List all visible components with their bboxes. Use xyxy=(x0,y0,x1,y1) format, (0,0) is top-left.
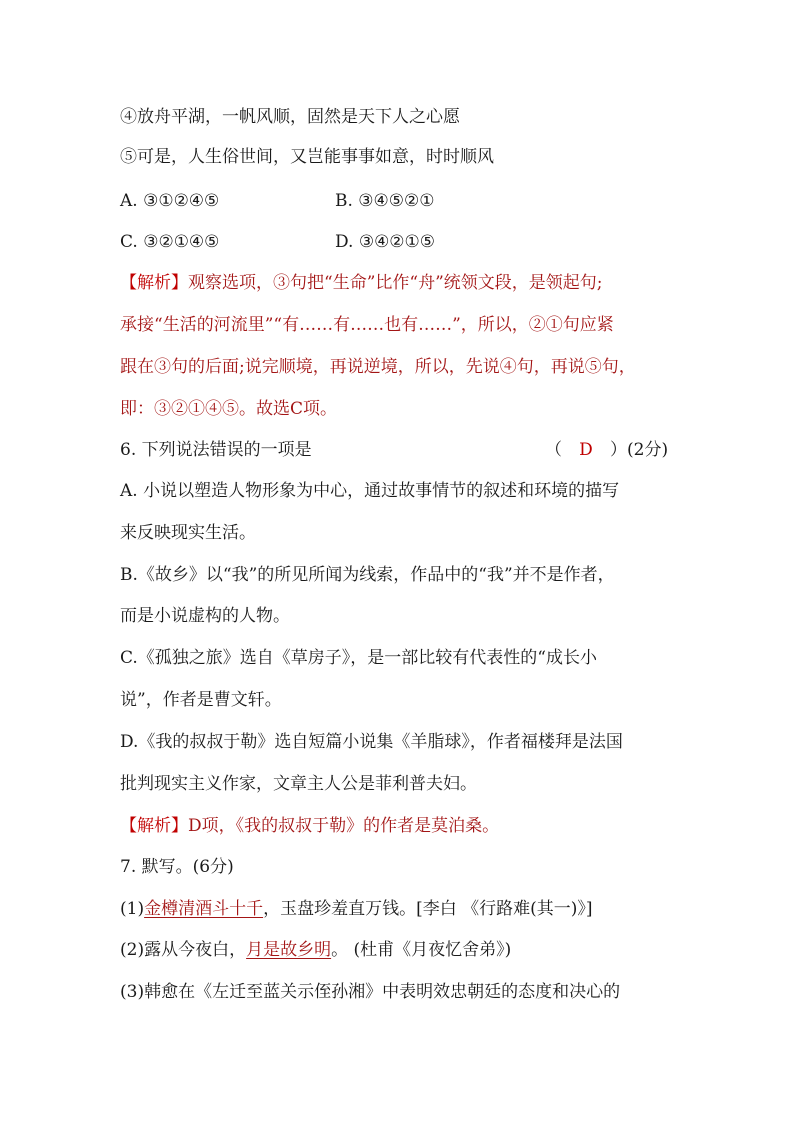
q7-stem: 7. 默写。(6分) xyxy=(120,857,234,877)
q5-option-c: C. ③②①④⑤ xyxy=(120,232,220,252)
q7-item-1 xyxy=(120,898,680,920)
q6-option-a-line-2: 来反映现实生活。 xyxy=(120,523,256,543)
q5-sentence-4: ④放舟平湖，一帆风顺，固然是天下人之心愿 xyxy=(120,107,460,127)
analysis-text: D项，《我的叔叔于勒》的作者是莫泊桑。 xyxy=(188,816,500,836)
q7-item-3: (3)韩愈在《左迁至蓝关示侄孙湘》中表明效忠朝廷的态度和决心的 xyxy=(120,982,621,1002)
q5-analysis-line-3: 跟在③句的后面;说完顺境，再说逆境，所以，先说④句，再说⑤句， xyxy=(120,357,636,377)
q6-option-b-line-1: B.《故乡》以“我”的所见所闻为线索，作品中的“我”并不是作者， xyxy=(120,565,615,585)
item-text: 。 (杜甫《月夜忆舍弟》) xyxy=(331,940,512,960)
filled-answer: 金樽清酒斗十千 xyxy=(144,899,264,919)
analysis-tag: 【解析】 xyxy=(120,816,188,836)
q5-analysis-line-1 xyxy=(120,272,680,294)
analysis-tag: 【解析】 xyxy=(120,273,188,293)
item-text: ，玉盘珍羞直万钱。[李白 《行路难(其一)》] xyxy=(263,899,593,919)
q6-answer: D xyxy=(579,440,593,460)
q6-answer-bracket xyxy=(545,439,668,461)
paren-open: （ xyxy=(545,440,562,460)
item-text-pre: 露从今夜白， xyxy=(144,940,247,960)
q6-option-b-line-2: 而是小说虚构的人物。 xyxy=(120,606,290,626)
paren-close-score: ）(2分) xyxy=(610,440,669,460)
q6-option-a-line-1: A. 小说以塑造人物形象为中心，通过故事情节的叙述和环境的描写 xyxy=(120,481,620,501)
q6-option-d-line-1: D.《我的叔叔于勒》选自短篇小说集《羊脂球》，作者福楼拜是法国 xyxy=(120,732,623,752)
q5-option-d: D. ③④②①⑤ xyxy=(335,232,436,252)
q6-analysis xyxy=(120,815,680,837)
q6-option-c-line-1: C.《孤独之旅》选自《草房子》，是一部比较有代表性的“成长小 xyxy=(120,648,597,668)
analysis-text: 观察选项，③句把“生命”比作“舟”统领文段，是领起句; xyxy=(188,273,603,293)
q6-stem: 6. 下列说法错误的一项是 xyxy=(120,440,312,460)
filled-answer: 月是故乡明 xyxy=(246,940,332,960)
q5-option-a: A. ③①②④⑤ xyxy=(120,191,220,211)
q6-option-c-line-2: 说”，作者是曹文轩。 xyxy=(120,690,282,710)
q6-option-d-line-2: 批判现实主义作家，文章主人公是菲利普夫妇。 xyxy=(120,774,477,794)
item-number: (1) xyxy=(120,899,145,919)
q5-sentence-5: ⑤可是，人生俗世间，又岂能事事如意，时时顺风 xyxy=(120,147,494,167)
q7-item-2 xyxy=(120,939,680,961)
item-number: (2) xyxy=(120,940,145,960)
q5-analysis-line-4: 即：③②①④⑤。故选C项。 xyxy=(120,399,338,419)
q5-analysis-line-2: 承接“生活的河流里”“有……有……也有……”，所以，②①句应紧 xyxy=(120,315,614,335)
q5-option-b: B. ③④⑤②① xyxy=(335,191,435,211)
